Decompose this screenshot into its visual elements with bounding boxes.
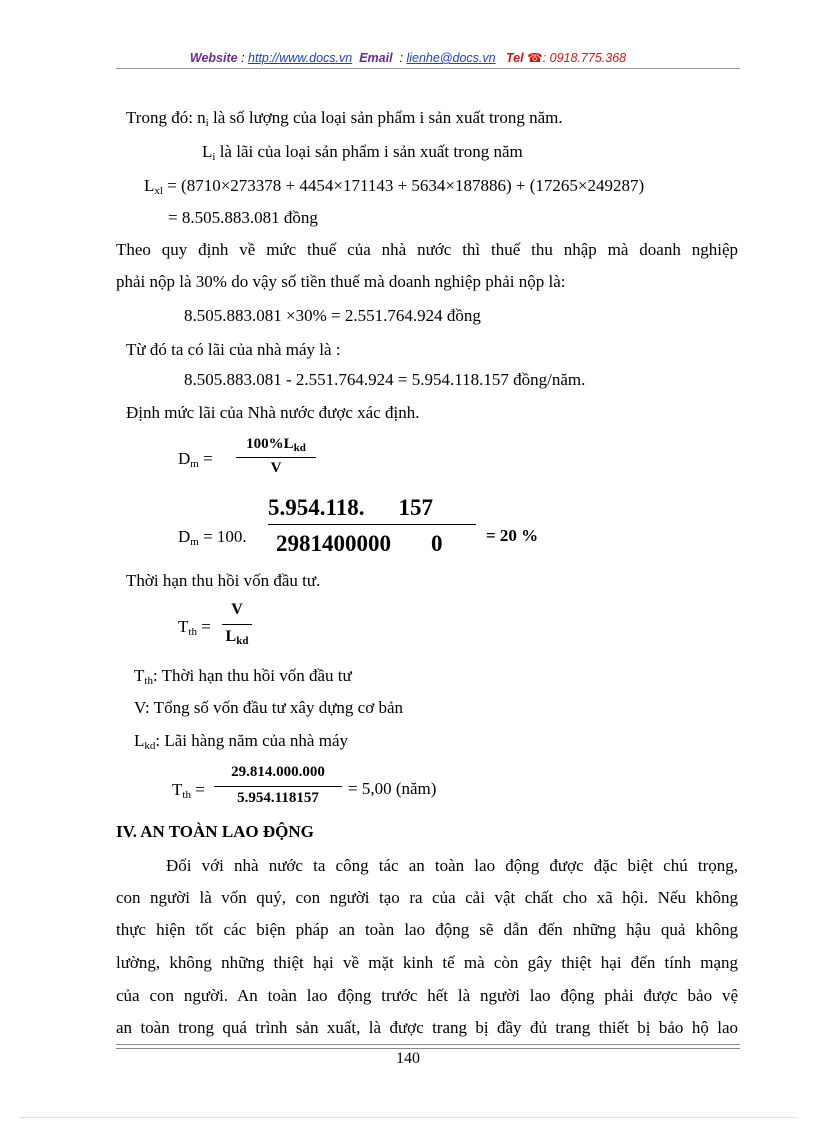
- fraction-numerator: 5.954.118. 157: [268, 495, 433, 520]
- section-heading: IV. AN TOÀN LAO ĐỘNG: [116, 822, 314, 841]
- formula-line: $L_{xl} = (8710\times 273378 + 4454\times 171143 + 5634\times 187886) + (17265\times 249287)$: [144, 176, 645, 197]
- fraction-bar: [268, 524, 476, 525]
- telephone-icon: ☎: [527, 51, 543, 65]
- paragraph-line: con người là vốn quý, con người tạo ra của cải vật chất cho xã hội. Nếu không: [116, 888, 738, 907]
- footer-divider: [116, 1044, 740, 1049]
- website-link[interactable]: http://www.docs.vn: [248, 51, 353, 65]
- text-line: Định mức lãi của Nhà nước được xác định.: [126, 403, 420, 422]
- email-link[interactable]: lienhe@docs.vn: [406, 51, 496, 65]
- text-line: Trong đó: $n_i$ là số lượng của loại sản phẩm i sản xuất trong năm.: [126, 108, 563, 129]
- formula-line: 8.505.883.081 ×30% = 2.551.764.924 đồng: [184, 306, 481, 325]
- formula-label: $D_m = 100$.: [178, 527, 247, 548]
- definition-line: $L_{kd}$: Lãi hàng năm của nhà máy: [134, 731, 348, 752]
- fraction-denominator: $L_{kd}$: [225, 628, 249, 647]
- definition-line: V: Tổng số vốn đầu tư xây dựng cơ bản: [134, 698, 404, 717]
- phone-number: 0918.775.368: [549, 51, 627, 65]
- fraction-numerator: $100\%L_{kd}$: [246, 436, 306, 454]
- website-label: Website: [189, 51, 238, 65]
- formula-result: = 5,00 (năm): [348, 779, 437, 798]
- header-divider: [116, 68, 740, 69]
- email-label: Email: [359, 51, 393, 65]
- formula-label: $D_m$ =: [178, 449, 213, 470]
- formula-line: 8.505.883.081 - 2.551.764.924 = 5.954.118.157 đồng/năm.: [184, 370, 586, 389]
- formula-label: $T_{th}$ =: [178, 617, 211, 638]
- formula-result: = 8.505.883.081 đồng: [168, 208, 318, 227]
- fraction-bar: [236, 457, 316, 458]
- page-header: Website : http://www.docs.vn Email : lienhe@docs.vn Tel ☎: 0918.775.368: [189, 51, 627, 65]
- page-edge-dots: [20, 1117, 796, 1119]
- formula-result: = 20 %: [486, 526, 539, 545]
- text-line: $L_i$ là lãi của loại sản phẩm i sản xuất trong năm: [202, 142, 523, 163]
- fraction-denominator: 2981400000 0: [276, 531, 443, 556]
- definition-line: $T_{th}$: Thời hạn thu hồi vốn đầu tư: [134, 666, 352, 687]
- fraction-numerator: 29.814.000.000: [231, 764, 325, 780]
- fraction-denominator: V: [270, 460, 282, 476]
- paragraph-line: lường, không những thiệt hại về mặt kinh tế mà còn gây thiệt hại đến tính mạng: [116, 953, 738, 972]
- paragraph-line: của con người. An toàn lao động trước hết là người lao động phải được bảo vệ: [116, 986, 738, 1005]
- fraction-bar: [222, 624, 252, 625]
- fraction-denominator: 5.954.118157: [237, 790, 319, 806]
- text-line: Thời hạn thu hồi vốn đầu tư.: [126, 571, 321, 590]
- text-line: Từ đó ta có lãi của nhà máy là :: [126, 340, 341, 359]
- fraction-bar: [214, 786, 342, 787]
- page-number: 140: [396, 1050, 420, 1067]
- tel-label: Tel: [506, 51, 524, 65]
- paragraph-line: phải nộp là 30% do vậy số tiền thuế mà doanh nghiệp phải nộp là:: [116, 272, 566, 291]
- paragraph-line: an toàn trong quá trình sản xuất, là được trang bị đầy đủ trang thiết bị bảo hộ lao: [116, 1018, 738, 1037]
- paragraph-line: Đối với nhà nước ta công tác an toàn lao động được đặc biệt chú trọng,: [166, 856, 738, 875]
- formula-label: $T_{th}$ =: [172, 780, 205, 801]
- paragraph-line: thực hiện tốt các biện pháp an toàn lao động sẽ dẫn đến những hậu quả không: [116, 920, 738, 939]
- fraction-numerator: V: [231, 601, 243, 618]
- paragraph-line: Theo quy định về mức thuế của nhà nước thì thuế thu nhập mà doanh nghiệp: [116, 240, 738, 259]
